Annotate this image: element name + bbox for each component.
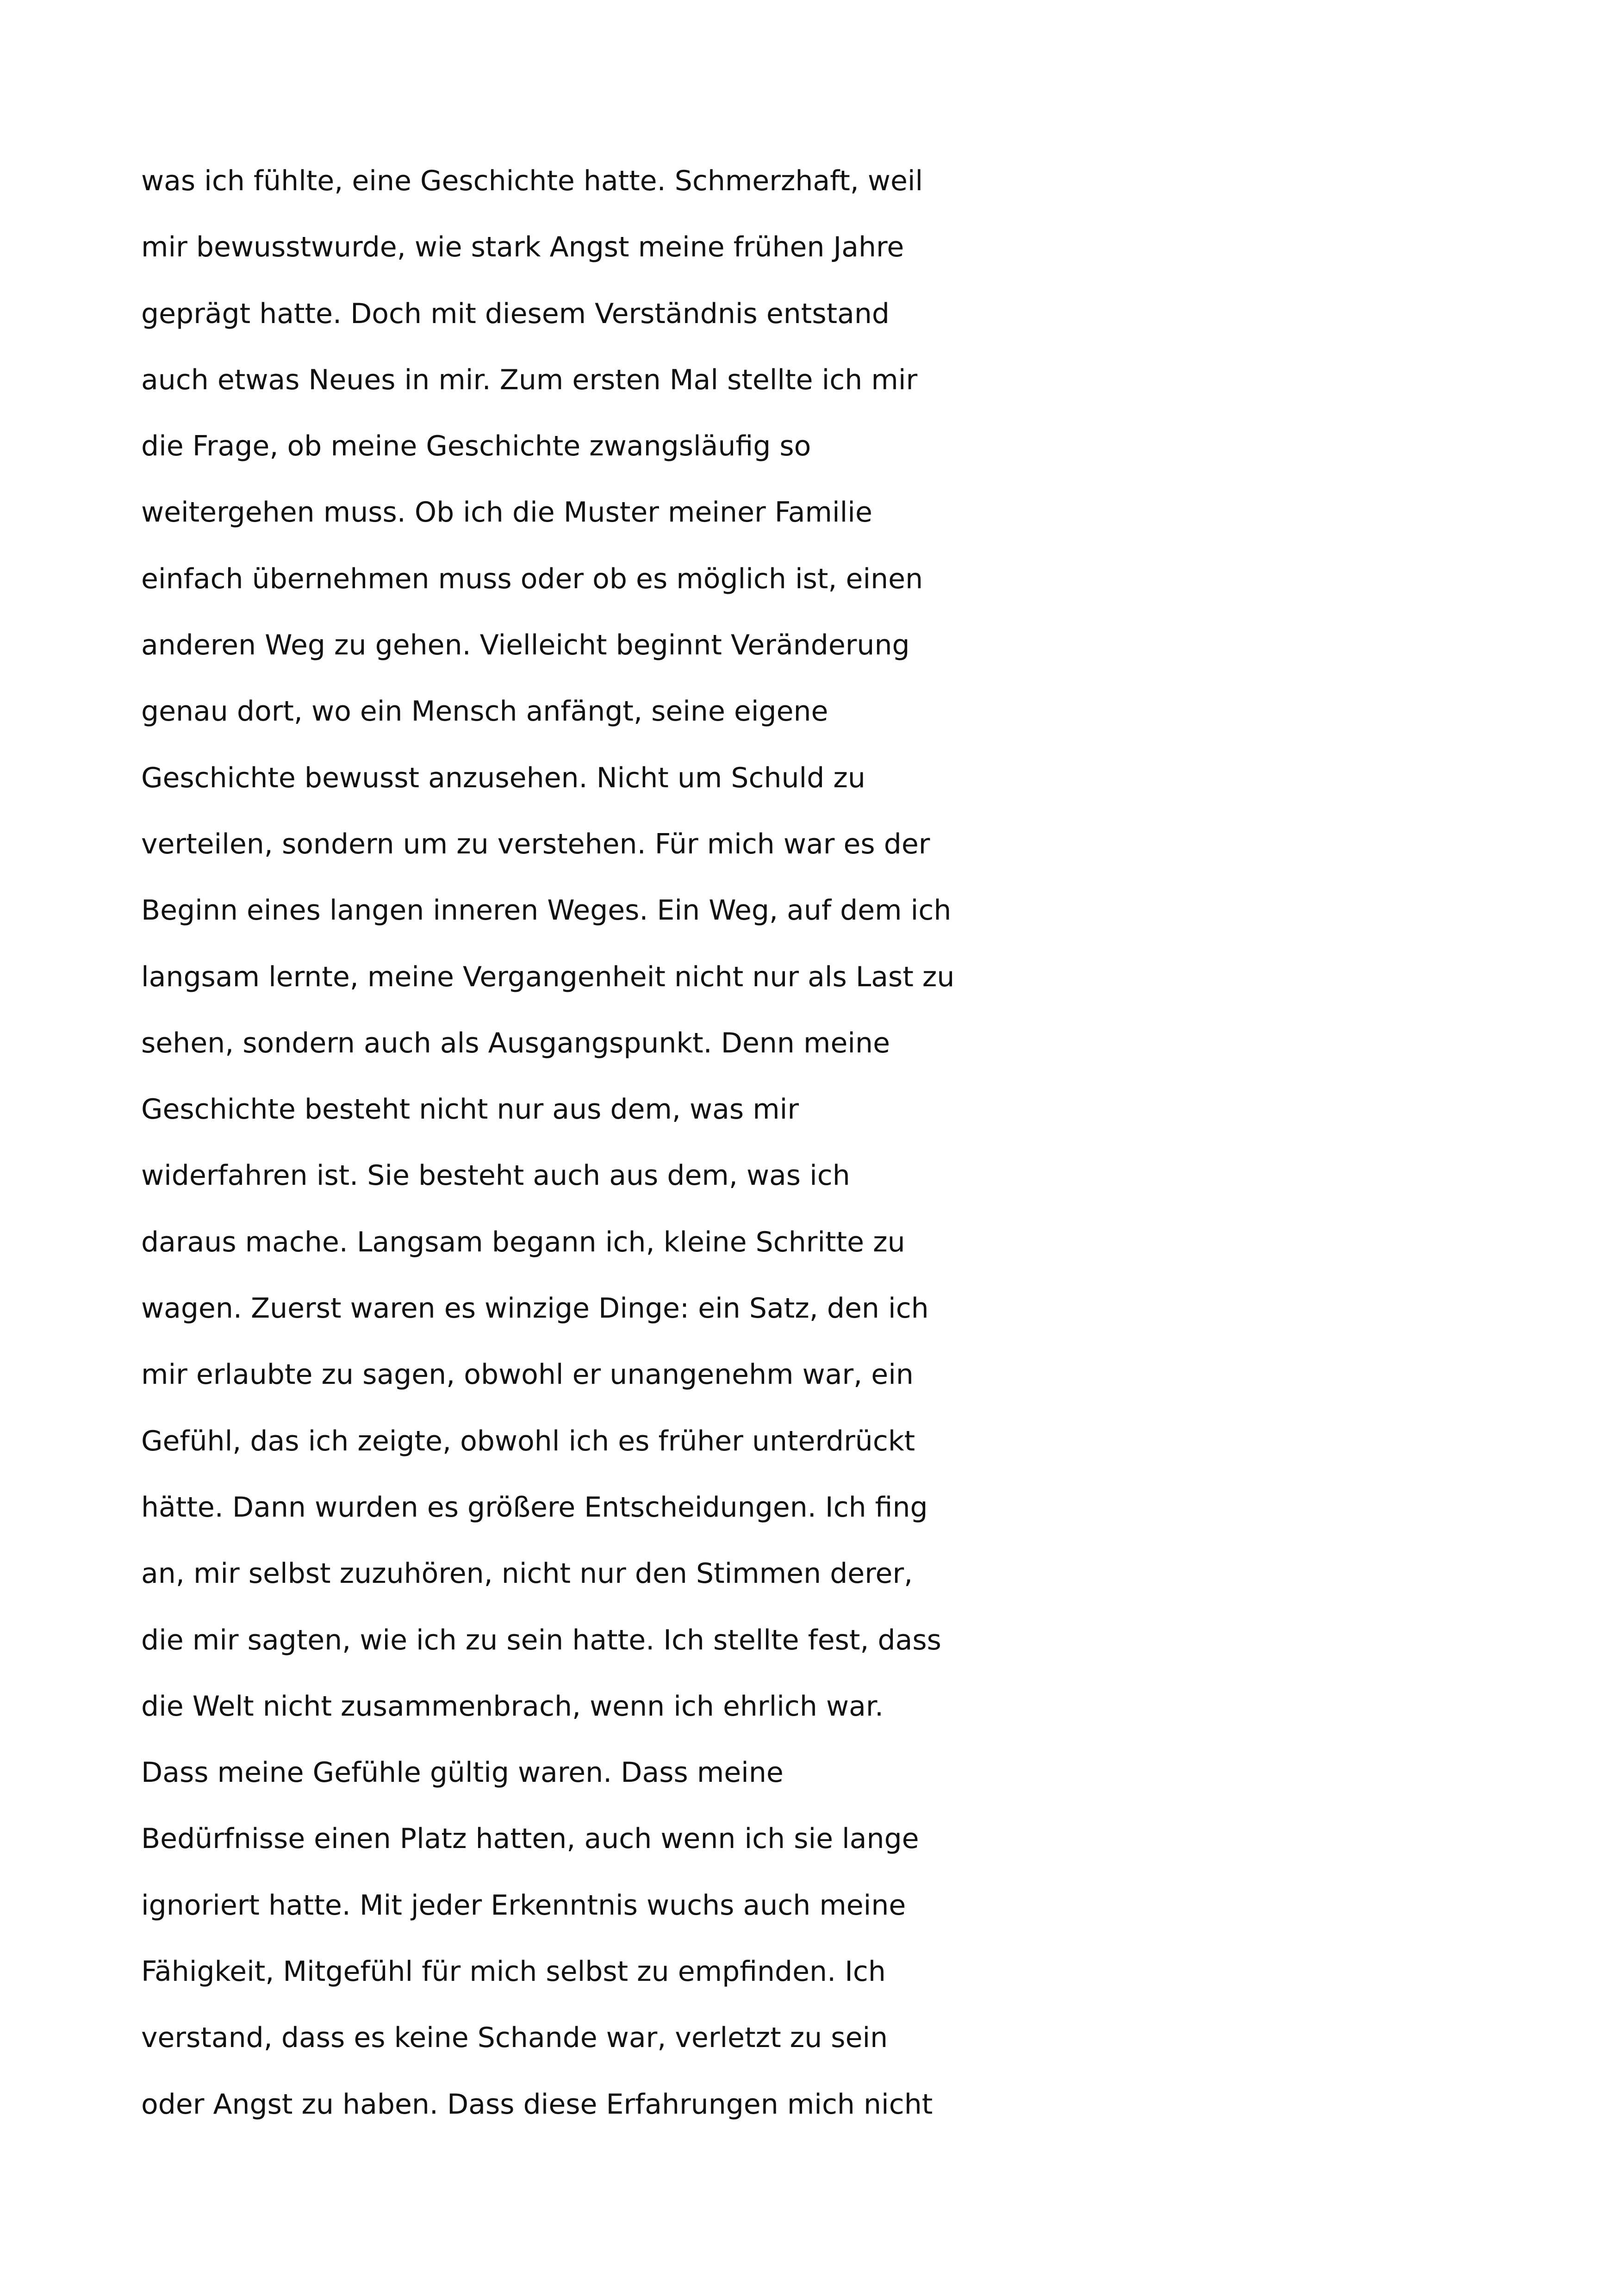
text-line: geprägt hatte. Doch mit diesem Verständnis entstand (141, 297, 890, 330)
text-line: mir bewusstwurde, wie stark Angst meine frühen Jahre (141, 231, 904, 264)
text-line: hätte. Dann wurden es größere Entscheidungen. Ich fing (141, 1491, 928, 1524)
text-line: weitergehen muss. Ob ich die Muster meiner Familie (141, 496, 872, 529)
text-line: Geschichte bewusst anzusehen. Nicht um Schuld zu (141, 761, 865, 794)
text-line: verstand, dass es keine Schande war, verletzt zu sein (141, 2022, 888, 2054)
text-line: die mir sagten, wie ich zu sein hatte. Ich stellte fest, dass (141, 1624, 941, 1656)
text-line: wagen. Zuerst waren es winzige Dinge: ein Satz, den ich (141, 1292, 929, 1325)
text-line: die Welt nicht zusammenbrach, wenn ich ehrlich war. (141, 1690, 884, 1723)
text-line: auch etwas Neues in mir. Zum ersten Mal stellte ich mir (141, 363, 918, 396)
text-line: Fähigkeit, Mitgefühl für mich selbst zu empfinden. Ich (141, 1955, 886, 1988)
text-line: was ich fühlte, eine Geschichte hatte. Schmerzhaft, weil (141, 165, 923, 197)
text-line: Gefühl, das ich zeigte, obwohl ich es früher unterdrückt (141, 1425, 915, 1457)
text-line: oder Angst zu haben. Dass diese Erfahrungen mich nicht (141, 2088, 933, 2121)
text-line: sehen, sondern auch als Ausgangspunkt. Denn meine (141, 1027, 890, 1059)
text-line: Dass meine Gefühle gültig waren. Dass meine (141, 1756, 784, 1789)
text-line: daraus mache. Langsam begann ich, kleine Schritte zu (141, 1226, 905, 1258)
text-line: Geschichte besteht nicht nur aus dem, was mir (141, 1093, 799, 1126)
text-line: mir erlaubte zu sagen, obwohl er unangenehm war, ein (141, 1358, 914, 1391)
text-line: Beginn eines langen inneren Weges. Ein Weg, auf dem ich (141, 894, 952, 927)
text-line: verteilen, sondern um zu verstehen. Für mich war es der (141, 828, 930, 860)
text-line: Bedürfnisse einen Platz hatten, auch wenn ich sie lange (141, 1823, 919, 1855)
text-line: ignoriert hatte. Mit jeder Erkenntnis wuchs auch meine (141, 1889, 906, 1922)
body-text (141, 148, 1530, 2138)
text-line: an, mir selbst zuzuhören, nicht nur den Stimmen derer, (141, 1557, 913, 1590)
text-line: genau dort, wo ein Mensch anfängt, seine eigene (141, 695, 828, 728)
text-line: widerfahren ist. Sie besteht auch aus dem, was ich (141, 1159, 850, 1192)
text-line: langsam lernte, meine Vergangenheit nicht nur als Last zu (141, 960, 955, 993)
text-line: die Frage, ob meine Geschichte zwangsläufig so (141, 430, 811, 463)
text-line: einfach übernehmen muss oder ob es möglich ist, einen (141, 562, 923, 595)
text-line: anderen Weg zu gehen. Vielleicht beginnt Veränderung (141, 629, 910, 662)
